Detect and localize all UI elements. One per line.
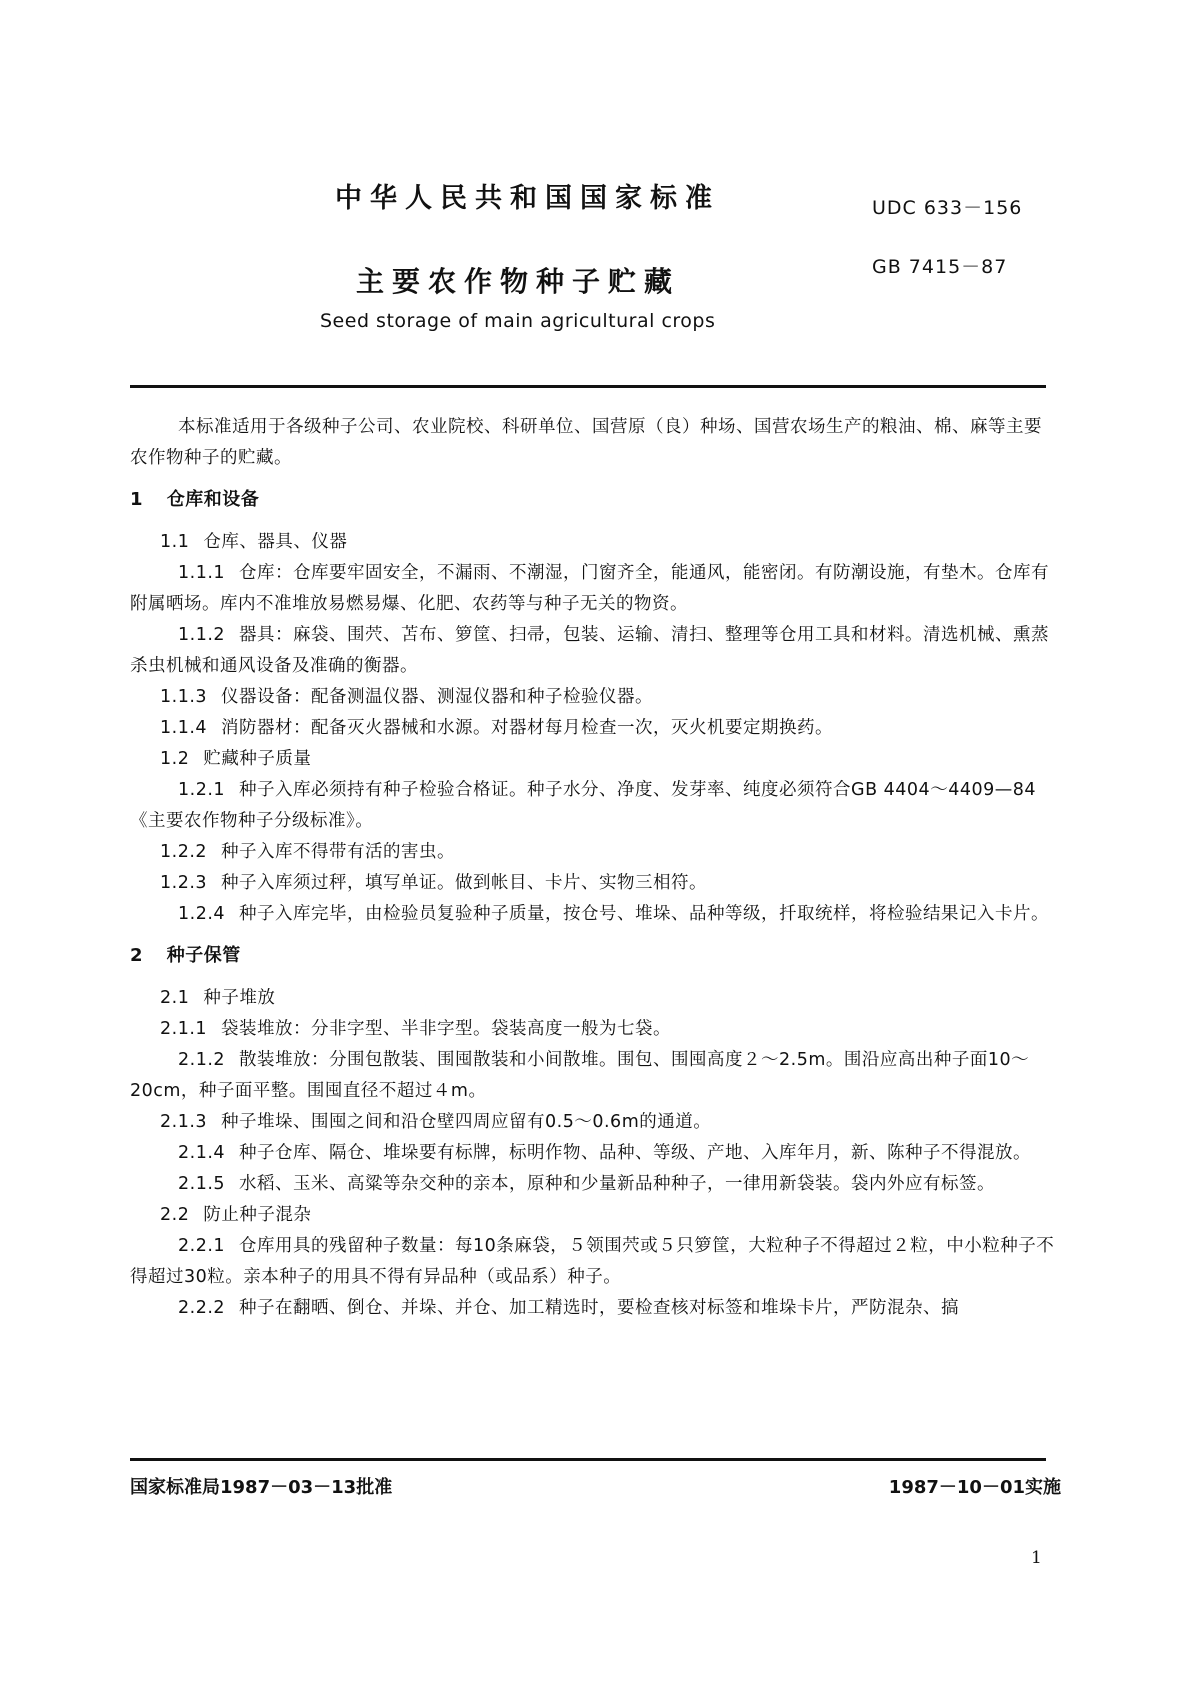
clause-1-1-3: [130, 682, 1055, 713]
gb-code: GB 7415－87: [872, 256, 1008, 278]
clause-number: 1.1: [160, 532, 190, 552]
clause-2-1-4: [130, 1138, 1055, 1169]
clause-text: 散装堆放：分围包散装、围囤散装和小间散堆。围包、围囤高度２～2.5m。围沿应高出种子面10～20cm，种子面平整。围囤直径不超过４m。: [130, 1050, 1030, 1101]
section-2-heading: [130, 940, 1055, 971]
clause-text: 仓库：仓库要牢固安全，不漏雨、不潮湿，门窗齐全，能通风，能密闭。有防潮设施，有垫木。仓库有附属晒场。库内不准堆放易燃易爆、化肥、农药等与种子无关的物资。: [130, 563, 1050, 614]
clause-number: 2.1.3: [160, 1112, 208, 1132]
clause-number: 1.2.2: [160, 842, 208, 862]
clause-number: 2.1.4: [178, 1143, 226, 1163]
clause-2-2: [130, 1200, 1055, 1231]
clause-2-1-5: [130, 1169, 1055, 1200]
clause-1-1: [130, 527, 1055, 558]
clause-number: 1.1.3: [160, 687, 208, 707]
clause-number: 1.1.1: [178, 563, 226, 583]
clause-text: 种子入库不得带有活的害虫。: [221, 842, 456, 862]
clause-1-2-1: [130, 775, 1055, 837]
clause-number: 2.1.5: [178, 1174, 226, 1194]
section-number: 2: [130, 945, 144, 966]
clause-text: 器具：麻袋、围茓、苫布、箩筐、扫帚，包装、运输、清扫、整理等仓用工具和材料。清选机械、熏蒸杀虫机械和通风设备及准确的衡器。: [130, 625, 1050, 676]
clause-number: 2.1.2: [178, 1050, 226, 1070]
top-divider: [130, 385, 1046, 388]
clause-1-1-1: [130, 558, 1055, 620]
clause-text: 仓库、器具、仪器: [203, 532, 348, 552]
clause-1-1-4: [130, 713, 1055, 744]
clause-text: 种子堆垛、围囤之间和沿仓壁四周应留有0.5～0.6m的通道。: [221, 1112, 712, 1132]
clause-text: 种子仓库、隔仓、堆垛要有标牌，标明作物、品种、等级、产地、入库年月，新、陈种子不得混放。: [239, 1143, 1032, 1163]
clause-text: 防止种子混杂: [203, 1205, 312, 1225]
effective-date: 1987－10－01实施: [888, 1477, 1061, 1498]
clause-1-1-2: [130, 620, 1055, 682]
clause-text: 仪器设备：配备测温仪器、测湿仪器和种子检验仪器。: [221, 687, 654, 707]
intro-paragraph: 本标准适用于各级种子公司、农业院校、科研单位、国营原（良）种场、国营农场生产的粮油、棉、麻等主要农作物种子的贮藏。: [130, 417, 1042, 468]
clause-text: 种子入库必须持有种子检验合格证。种子水分、净度、发芽率、纯度必须符合GB 4404～4409—84《主要农作物种子分级标准》。: [130, 780, 1036, 831]
page-number: 1: [1031, 1548, 1042, 1568]
clause-2-1-1: [130, 1014, 1055, 1045]
section-title: 种子保管: [166, 945, 241, 966]
clause-1-2-4: [130, 899, 1055, 930]
clause-number: 1.1.2: [178, 625, 226, 645]
clause-2-1: [130, 983, 1055, 1014]
clause-2-2-1: [130, 1231, 1055, 1293]
clause-number: 1.1.4: [160, 718, 208, 738]
document-body: [130, 412, 1055, 1324]
document-title-cn: 主要农作物种子贮藏: [356, 265, 681, 298]
clause-1-2-2: [130, 837, 1055, 868]
clause-2-1-2: [130, 1045, 1055, 1107]
clause-text: 贮藏种子质量: [203, 749, 312, 769]
section-title: 仓库和设备: [166, 489, 260, 510]
clause-2-1-3: [130, 1107, 1055, 1138]
clause-number: 1.2: [160, 749, 190, 769]
clause-text: 仓库用具的残留种子数量：每10条麻袋，５领围茓或５只箩筐，大粒种子不得超过２粒，中小粒种子不得超过30粒。亲本种子的用具不得有异品种（或品系）种子。: [130, 1236, 1055, 1287]
clause-number: 2.2: [160, 1205, 190, 1225]
clause-text: 种子入库完毕，由检验员复验种子质量，按仓号、堆垛、品种等级，扦取统样，将检验结果记入卡片。: [239, 904, 1050, 924]
clause-number: 2.2.2: [178, 1298, 226, 1318]
clause-number: 1.2.3: [160, 873, 208, 893]
clause-text: 种子在翻晒、倒仓、并垛、并仓、加工精选时，要检查核对标签和堆垛卡片，严防混杂、搞: [239, 1298, 960, 1318]
section-number: 1: [130, 489, 144, 510]
clause-number: 1.2.4: [178, 904, 226, 924]
clause-1-2-3: [130, 868, 1055, 899]
bottom-divider: [130, 1458, 1046, 1461]
clause-number: 2.2.1: [178, 1236, 226, 1256]
clause-text: 种子堆放: [203, 988, 276, 1008]
document-title-en: Seed storage of main agricultural crops: [320, 310, 716, 332]
national-standard-heading: 中华人民共和国国家标准: [335, 183, 720, 214]
clause-text: 消防器材：配备灭火器械和水源。对器材每月检查一次，灭火机要定期换药。: [221, 718, 834, 738]
udc-code: UDC 633－156: [872, 197, 1023, 219]
clause-number: 2.1.1: [160, 1019, 208, 1039]
clause-1-2: [130, 744, 1055, 775]
clause-text: 水稻、玉米、高粱等杂交种的亲本，原种和少量新品种种子，一律用新袋装。袋内外应有标签。: [239, 1174, 996, 1194]
clause-text: 种子入库须过秤，填写单证。做到帐目、卡片、实物三相符。: [221, 873, 708, 893]
clause-number: 2.1: [160, 988, 190, 1008]
section-1-heading: [130, 484, 1055, 515]
approval-date: 国家标准局1987－03－13批准: [130, 1477, 393, 1498]
clause-2-2-2: [130, 1293, 1055, 1324]
clause-text: 袋装堆放：分非字型、半非字型。袋装高度一般为七袋。: [221, 1019, 672, 1039]
clause-number: 1.2.1: [178, 780, 226, 800]
